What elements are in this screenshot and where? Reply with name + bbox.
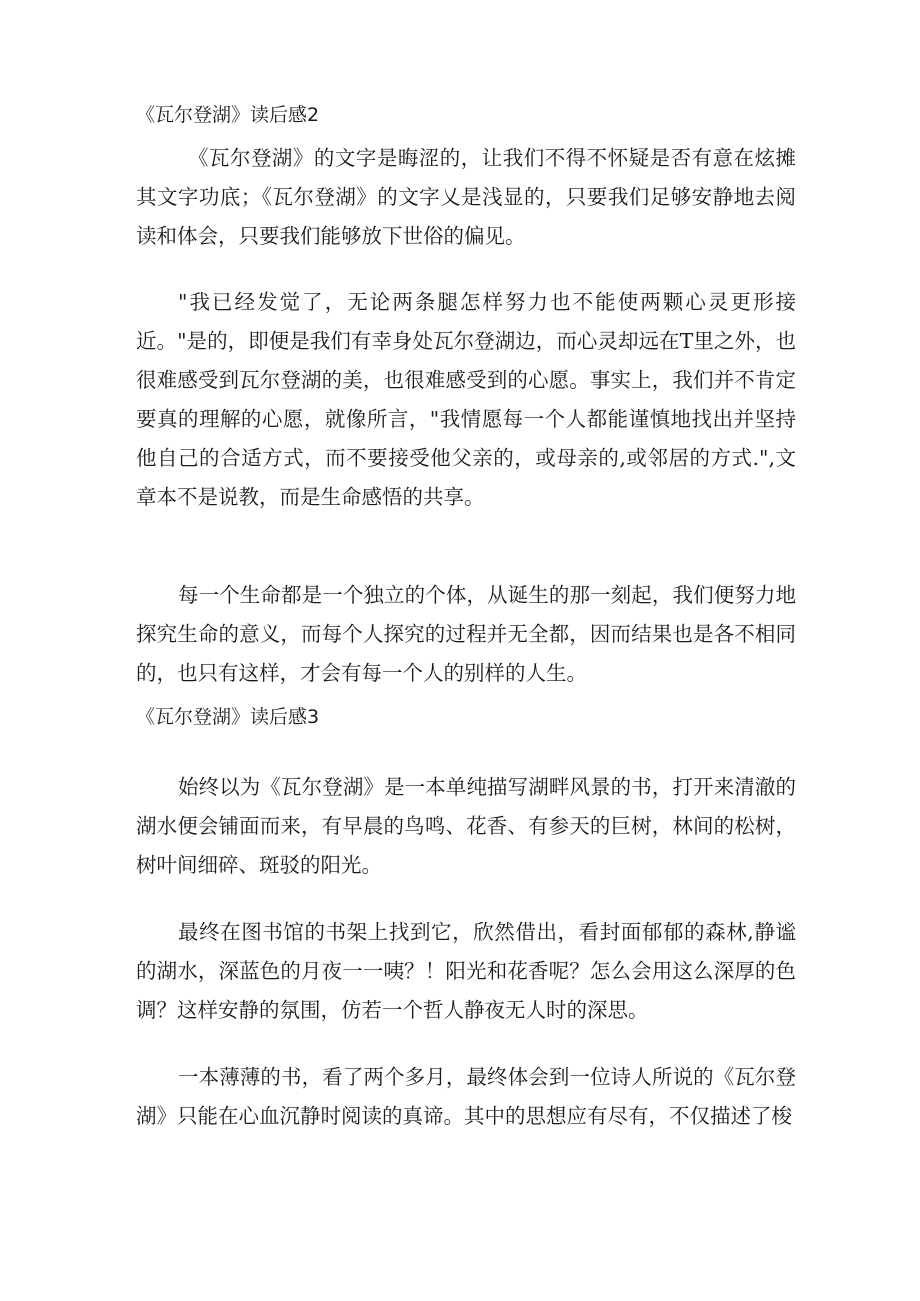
- section-heading-2: 《瓦尔登湖》读后感2: [136, 104, 320, 126]
- paragraph-3-1: 始终以为《瓦尔登湖》是一本单纯描写湖畔风景的书，打开来清澈的湖水便会铺面而来，有早晨的鸟鸣、花香、有参天的巨树，林间的松树，树叶间细碎、斑驳的阳光。: [136, 775, 796, 877]
- paragraph-2-2: "我已经发觉了，无论两条腿怎样努力也不能使两颗心灵更形接近。"是的，即便是我们有幸身处瓦尔登湖边，而心灵却远在T里之外，也很难感受到瓦尔登湖的美，也很难感受到的心愿。事实上，我们并不肯定要真的理解的心愿，就像所言，"我情愿每一个人都能谨慎地找出并坚持他自己的合适方式，而不要接受他父亲的，或母亲的,或邻居的方式.",文章本不是说教，而是生命感悟的共享。: [136, 290, 796, 509]
- section-heading-3: 《瓦尔登湖》读后感3: [136, 706, 320, 728]
- paragraph-2-1: 《瓦尔登湖》的文字是晦涩的，让我们不得不怀疑是否有意在炫摊其文字功底；《瓦尔登湖》的文字乂是浅显的，只要我们足够安静地去阅读和体会，只要我们能够放下世俗的偏见。: [136, 146, 796, 248]
- paragraph-2-3: 每一个生命都是一个独立的个体，从诞生的那一刻起，我们便努力地探究生命的意义，而每个人探究的过程并无全都，因而结果也是各不相同的，也只有这样，才会有每一个人的别样的人生。: [136, 583, 796, 685]
- paragraph-3-2: 最终在图书馆的书架上找到它，欣然借出，看封面郁郁的森林,静谧的湖水，深蓝色的月夜一一咦？！阳光和花香呢？怎么会用这么深厚的色调？这样安静的氛围，仿若一个哲人静夜无人时的深思。: [136, 920, 796, 1022]
- paragraph-3-3: 一本薄薄的书，看了两个多月，最终体会到一位诗人所说的《瓦尔登湖》只能在心血沉静时阅读的真谛。其中的思想应有尽有，不仅描述了梭: [136, 1065, 796, 1128]
